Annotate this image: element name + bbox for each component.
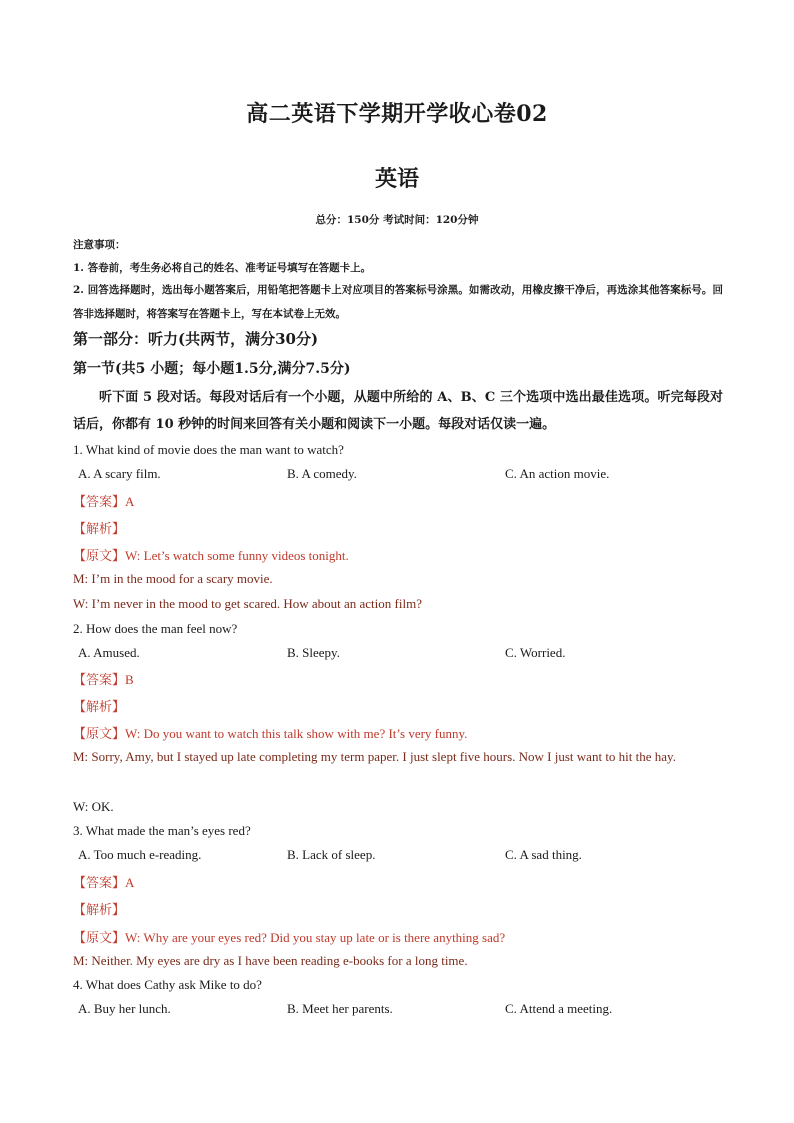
question-2-answer — [73, 669, 134, 688]
answer-value: A — [125, 494, 135, 509]
question-3-transcript — [73, 927, 505, 946]
original-label: 【原文】 — [73, 931, 126, 946]
answer-label: 【答案】 — [73, 495, 126, 510]
notes-item-1: 1. 答卷前，考生务必将自己的姓名、准考证号填写在答题卡上。 — [73, 262, 372, 274]
part1-heading: 第一部分：听力(共两节，满分30分) — [73, 330, 319, 348]
transcript-line: W: Why are your eyes red? Did you stay up late or is there anything sad? — [125, 930, 506, 945]
question-1-option-a: A. A scary film. — [78, 466, 161, 481]
notes-item-2: 2. 回答选择题时，选出每小题答案后，用铅笔把答题卡上对应项目的答案标号涂黑。如需改动，用橡皮擦干净后，再选涂其他答案标号。回答非选择题时，将答案写在答题卡上，写在本试卷上无效。 — [73, 284, 723, 320]
question-4-option-b: B. Meet her parents. — [287, 1001, 393, 1016]
question-1-option-b: B. A comedy. — [287, 466, 357, 481]
answer-value: B — [125, 672, 134, 687]
question-4-option-c: C. Attend a meeting. — [505, 1001, 613, 1016]
question-3-analysis: 【解析】 — [73, 903, 126, 918]
exam-title: 高二英语下学期开学收心卷02 — [246, 101, 548, 127]
question-4-stem: 4. What does Cathy ask Mike to do? — [73, 977, 262, 992]
question-2-option-a: A. Amused. — [78, 645, 140, 660]
transcript-line: M: Neither. My eyes are dry as I have been reading e-books for a long time. — [73, 953, 468, 968]
section1-instructions: 听下面 5 段对话。每段对话后有一个小题，从题中所给的 A、B、C 三个选项中选出最佳选项。听完每段对话后，你都有 10 秒钟的时间来回答有关小题和阅读下一小题。每段对话仅读一遍。 — [73, 390, 723, 432]
transcript-line: W: OK. — [73, 799, 114, 814]
question-3-answer — [73, 872, 134, 891]
question-2-option-b: B. Sleepy. — [287, 645, 340, 660]
question-1-transcript — [73, 545, 349, 564]
transcript-line: M: I’m in the mood for a scary movie. — [73, 571, 273, 586]
notes-heading: 注意事项： — [73, 239, 126, 251]
original-label: 【原文】 — [73, 727, 126, 742]
exam-meta: 总分：150分 考试时间：120分钟 — [315, 214, 479, 226]
question-1-option-c: C. An action movie. — [505, 466, 610, 481]
question-3-option-b: B. Lack of sleep. — [287, 847, 376, 862]
question-3-option-c: C. A sad thing. — [505, 847, 582, 862]
section1-heading: 第一节(共5 小题；每小题1.5分,满分7.5分) — [73, 361, 351, 377]
question-1-stem: 1. What kind of movie does the man want to watch? — [73, 442, 344, 457]
subject-title: 英语 — [374, 166, 419, 192]
transcript-line: W: Do you want to watch this talk show with me? It’s very funny. — [125, 726, 468, 741]
transcript-line: W: Let’s watch some funny videos tonight. — [125, 548, 349, 563]
question-2-analysis: 【解析】 — [73, 700, 126, 715]
answer-label: 【答案】 — [73, 876, 126, 891]
transcript-line: W: I’m never in the mood to get scared. How about an action film? — [73, 596, 422, 611]
question-2-stem: 2. How does the man feel now? — [73, 621, 238, 636]
question-3-stem: 3. What made the man’s eyes red? — [73, 823, 251, 838]
answer-label: 【答案】 — [73, 673, 126, 688]
question-1-analysis: 【解析】 — [73, 522, 126, 537]
question-3-option-a: A. Too much e-reading. — [78, 847, 202, 862]
original-label: 【原文】 — [73, 549, 126, 564]
question-2-transcript — [73, 723, 467, 742]
question-2-option-c: C. Worried. — [505, 645, 566, 660]
question-4-option-a: A. Buy her lunch. — [78, 1001, 171, 1016]
question-1-answer — [73, 491, 134, 510]
answer-value: A — [125, 875, 135, 890]
transcript-line: M: Sorry, Amy, but I stayed up late completing my term paper. I just slept five hours. Now I just want to hit the hay. — [73, 749, 676, 764]
